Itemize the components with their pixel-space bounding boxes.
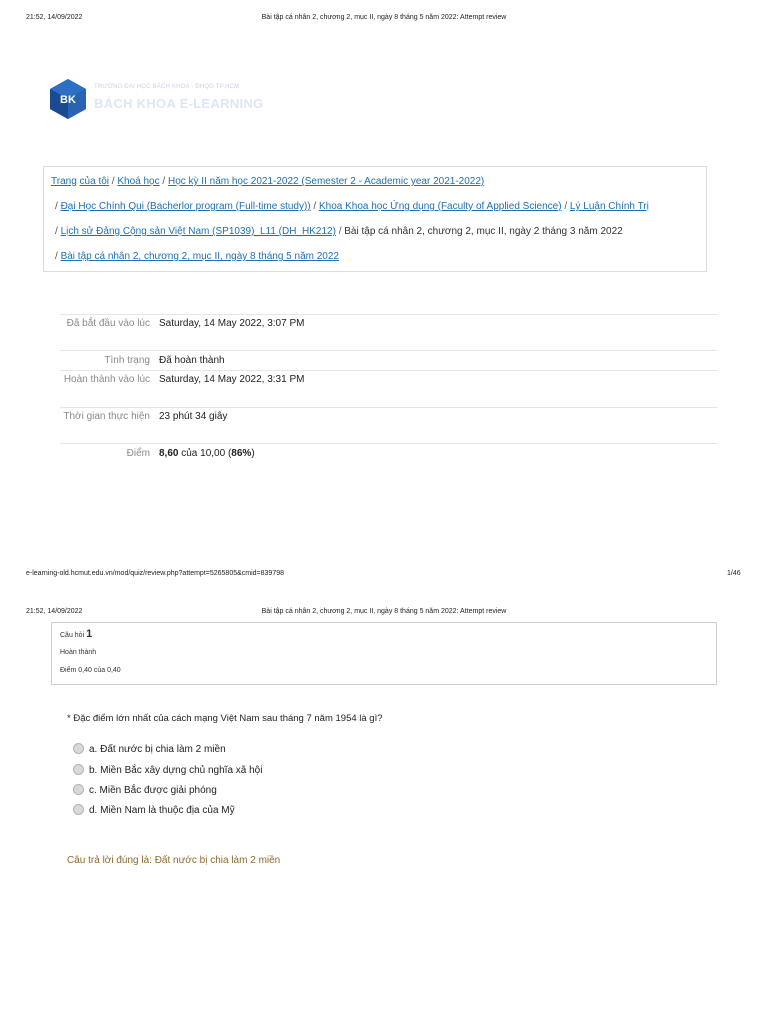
breadcrumb-my-link[interactable]: của tôi — [79, 176, 110, 187]
summary-value: 23 phút 34 giây — [159, 411, 228, 422]
breadcrumb-line-3 — [55, 226, 623, 237]
radio-icon[interactable] — [73, 784, 84, 795]
breadcrumb — [43, 166, 707, 272]
breadcrumb-program-link[interactable]: Đại Học Chính Qui (Bacherlor program (Full-time study)) — [60, 201, 311, 212]
breadcrumb-separator: / — [564, 201, 568, 212]
breadcrumb-courses-link[interactable]: Khoá học — [117, 176, 160, 187]
grade-close: ) — [251, 448, 255, 459]
print-title: Bài tập cá nhân 2, chương 2, mục II, ngày 8 tháng 5 năm 2022: Attempt review — [261, 14, 507, 21]
summary-value: Saturday, 14 May 2022, 3:07 PM — [159, 318, 305, 329]
breadcrumb-separator: / — [111, 176, 115, 187]
question-number-value: 1 — [86, 628, 93, 640]
breadcrumb-faculty-link[interactable]: Khoa Khoa học Ứng dụng (Faculty of Applied Science) — [318, 201, 562, 212]
logo-title: BÁCH KHOA E-LEARNING — [94, 96, 264, 111]
breadcrumb-separator: / — [162, 176, 166, 187]
breadcrumb-department-link[interactable]: Lý Luận Chính Trị — [569, 201, 649, 212]
summary-row-duration — [60, 407, 717, 444]
question-state: Hoàn thành — [60, 649, 97, 656]
breadcrumb-separator: / — [55, 226, 58, 237]
summary-label: Hoàn thành vào lúc — [63, 374, 150, 385]
print-footer-url: e-learning-old.hcmut.edu.vn/mod/quiz/review.php?attempt=5265805&cmid=839798 — [26, 570, 285, 577]
question-text: * Đặc điểm lớn nhất của cách mạng Việt Nam sau tháng 7 năm 1954 là gì? — [67, 713, 383, 724]
option-label: b. Miền Bắc xây dựng chủ nghĩa xã hội — [89, 765, 263, 776]
answer-option-d[interactable] — [73, 804, 235, 818]
option-label: d. Miền Nam là thuộc địa của Mỹ — [89, 805, 235, 816]
summary-value: Đã hoàn thành — [159, 355, 225, 366]
answer-option-c[interactable] — [73, 784, 217, 798]
question-number — [60, 628, 92, 640]
breadcrumb-separator: / — [55, 201, 58, 212]
summary-row-state — [60, 350, 717, 371]
breadcrumb-separator: / — [313, 201, 317, 212]
radio-icon[interactable] — [73, 764, 84, 775]
print-title: Bài tập cá nhân 2, chương 2, mục II, ngày 8 tháng 5 năm 2022: Attempt review — [261, 608, 507, 615]
breadcrumb-line-2 — [55, 201, 649, 212]
summary-label: Đã bắt đầu vào lúc — [66, 318, 150, 329]
answer-option-a[interactable] — [73, 743, 226, 757]
question-mark: Điểm 0,40 của 0,40 — [60, 667, 121, 674]
option-label: c. Miền Bắc được giải phóng — [89, 785, 217, 796]
grade-percent: 86% — [231, 448, 252, 459]
breadcrumb-line-1 — [51, 176, 484, 187]
summary-value: Saturday, 14 May 2022, 3:31 PM — [159, 374, 305, 385]
print-page-number: 1/46 — [727, 570, 741, 577]
grade-score: 8,60 — [159, 448, 179, 459]
summary-row-started — [60, 314, 717, 351]
summary-label: Điểm — [126, 448, 150, 459]
breadcrumb-section-text: Bài tập cá nhân 2, chương 2, mục II, ngày 2 tháng 3 năm 2022 — [344, 226, 623, 237]
question-number-label: Câu hỏi — [60, 632, 85, 639]
summary-label: Thời gian thực hiện — [63, 411, 150, 422]
breadcrumb-home-link[interactable]: Trang — [51, 176, 77, 187]
print-datetime: 21:52, 14/09/2022 — [26, 14, 83, 21]
print-datetime: 21:52, 14/09/2022 — [26, 608, 83, 615]
correct-answer-feedback: Câu trả lời đúng là: Đất nước bị chia làm 2 miền — [67, 855, 281, 866]
summary-value — [159, 445, 255, 463]
radio-icon[interactable] — [73, 743, 84, 754]
breadcrumb-separator: / — [55, 251, 58, 262]
summary-row-grade — [60, 443, 717, 464]
answer-option-b[interactable] — [73, 764, 262, 778]
breadcrumb-quiz-link[interactable]: Bài tập cá nhân 2, chương 2, mục II, ngày 8 tháng 5 năm 2022 — [60, 251, 339, 262]
radio-icon[interactable] — [73, 804, 84, 815]
question-info — [51, 622, 717, 685]
logo-badge: BK — [60, 94, 76, 106]
logo-subtitle: TRƯỜNG ĐẠI HỌC BÁCH KHOA - ĐHQG TP.HCM — [94, 84, 240, 90]
breadcrumb-course-link[interactable]: Lịch sử Đảng Cộng sản Việt Nam (SP1039)_L11 (DH_HK212) — [60, 226, 336, 237]
grade-of: của 10,00 ( — [181, 448, 232, 459]
summary-label: Tình trạng — [104, 355, 150, 366]
site-logo[interactable] — [48, 78, 308, 124]
breadcrumb-semester-link[interactable]: Học kỳ II năm học 2021-2022 (Semester 2 - Academic year 2021-2022) — [167, 176, 485, 187]
breadcrumb-line-4 — [55, 251, 339, 262]
option-label: a. Đất nước bị chia làm 2 miền — [89, 744, 226, 755]
breadcrumb-separator: / — [338, 226, 342, 237]
logo-hexagon-icon — [48, 78, 88, 120]
summary-row-completed — [60, 370, 717, 408]
